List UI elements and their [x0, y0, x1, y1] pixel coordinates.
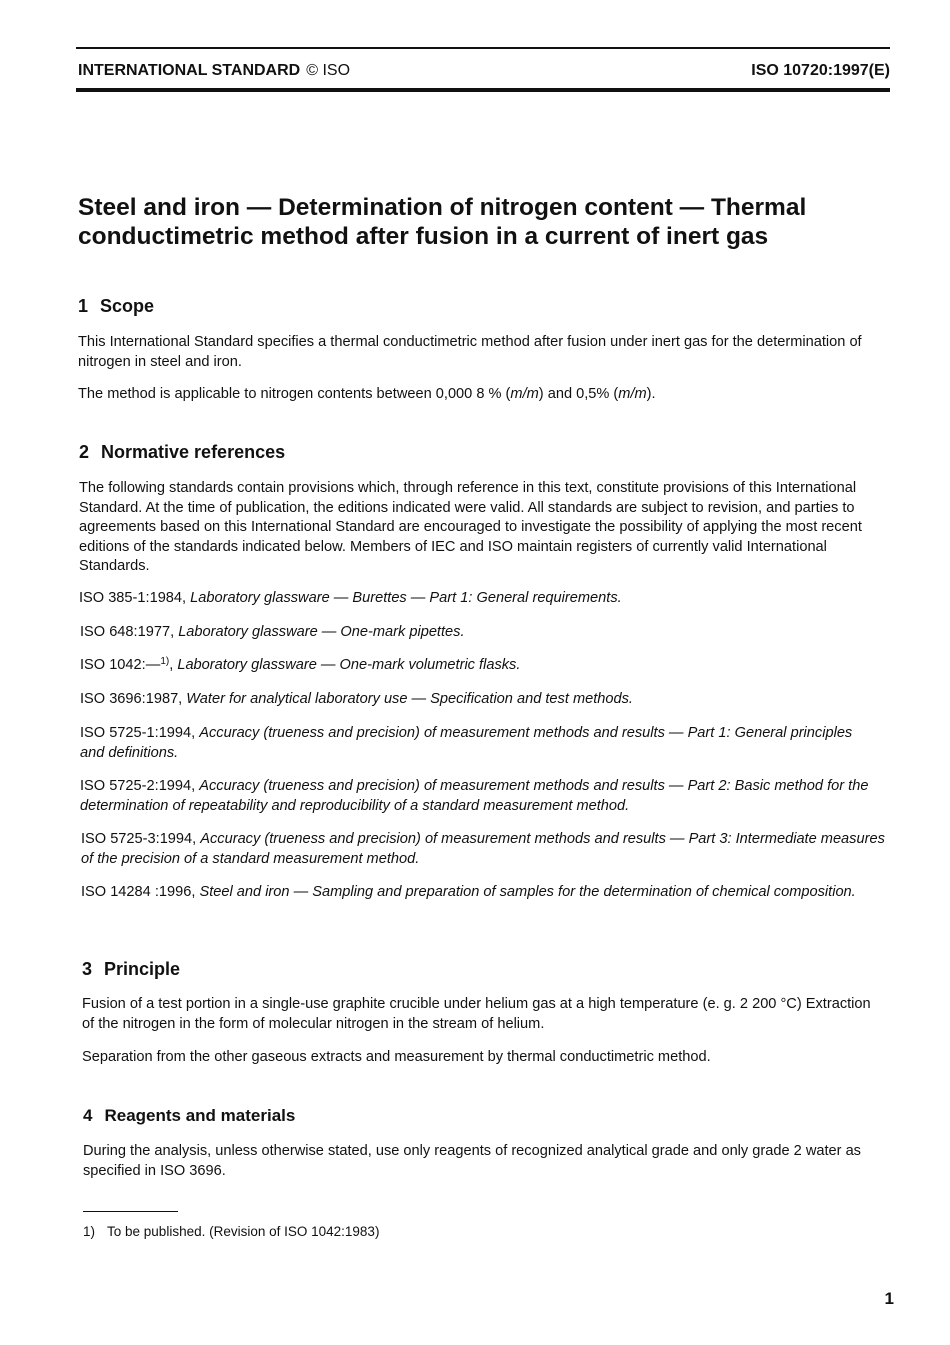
section-number: 4: [83, 1106, 93, 1125]
reference-title: Laboratory glassware — Burettes — Part 1: General requirements.: [190, 590, 622, 606]
reference-code-separator: ,: [169, 657, 178, 673]
header-copyright: © ISO: [306, 62, 351, 79]
page-number: 1: [884, 1289, 894, 1308]
reference-title: Steel and iron — Sampling and preparation of samples for the determination of chemical composition.: [199, 884, 856, 900]
reference-item: [80, 724, 870, 763]
footnote-marker: 1): [160, 656, 170, 667]
principle-paragraph-1: Fusion of a test portion in a single-use graphite crucible under helium gas at a high temperature (e. g. 2 200 °C) Extraction of the nitrogen in the form of molecular nitrogen in the stream of helium.: [82, 996, 871, 1032]
section-title: Normative references: [101, 442, 286, 462]
reference-item: [80, 656, 895, 676]
footnote-separator: [83, 1211, 178, 1212]
reference-title: Accuracy (trueness and precision) of measurement methods and results — Part 1: General principles and definitions.: [80, 725, 853, 761]
normative-intro: The following standards contain provisions which, through reference in this text, constitute provisions of this International Standard. At the time of publication, the editions indicated were valid. All standards are subject to revision, and parties to agreements based on this International Standard are encouraged to investigate the possibility of applying the most recent editions of the standards indicated below. Members of IEC and ISO maintain registers of currently valid International Standards.: [79, 480, 862, 574]
reference-title: Accuracy (trueness and precision) of measurement methods and results — Part 3: Intermediate measures of the precision of a standard measurement method.: [81, 831, 885, 867]
section-title: Scope: [100, 296, 155, 316]
principle-paragraph-2: Separation from the other gaseous extracts and measurement by thermal conductimetric method.: [82, 1049, 711, 1065]
reference-item: [81, 830, 891, 869]
scope-text: ).: [646, 386, 656, 402]
section-number: 2: [79, 442, 90, 462]
reference-title: Accuracy (trueness and precision) of measurement methods and results — Part 2: Basic method for the determination of repeatability and reproducibility of a standard measurement method.: [80, 778, 869, 814]
reference-code: ISO 3696:1987,: [80, 691, 187, 707]
scope-text: The method is applicable to nitrogen contents between 0,000 8 % (: [78, 386, 511, 402]
scope-paragraph-1: This International Standard specifies a thermal conductimetric method after fusion under inert gas for the determination of nitrogen in steel and iron.: [78, 334, 862, 370]
document-title: Steel and iron — Determination of nitrogen content — Thermal conductimetric method after fusion in a current of inert gas: [78, 194, 807, 250]
footnote-number: 1): [83, 1224, 96, 1239]
reference-code: ISO 14284 :1996,: [81, 884, 200, 900]
section-title: Principle: [104, 959, 181, 979]
footnote-text: To be published. (Revision of ISO 1042:1983): [107, 1224, 380, 1239]
reference-title: Water for analytical laboratory use — Specification and test methods.: [186, 691, 633, 707]
reference-code: ISO 648:1977,: [80, 624, 179, 640]
header-rule-bottom: [76, 88, 890, 92]
reference-code: ISO 5725-1:1994,: [80, 725, 200, 741]
reference-item: [81, 883, 871, 903]
reference-item: [80, 623, 895, 643]
reference-code: ISO 385-1:1984,: [79, 590, 191, 606]
section-number: 1: [78, 296, 89, 316]
scope-text: ) and 0,5% (: [538, 386, 619, 402]
reagents-paragraph-1: During the analysis, unless otherwise stated, use only reagents of recognized analytical grade and only grade 2 water as specified in ISO 3696.: [83, 1143, 861, 1179]
reference-item: [80, 690, 895, 710]
header-rule-top: [76, 47, 890, 49]
header-title: INTERNATIONAL STANDARD: [78, 62, 301, 79]
section-title: Reagents and materials: [104, 1106, 296, 1125]
footnote: [83, 1224, 379, 1239]
reference-title: Laboratory glassware — One-mark pipettes.: [178, 624, 465, 640]
header-document-id: ISO 10720:1997(E): [751, 62, 890, 79]
scope-paragraph-2: [78, 385, 893, 405]
reference-item: [79, 589, 894, 609]
reference-code: ISO 1042:—: [80, 657, 161, 673]
reference-title: Laboratory glassware — One-mark volumetric flasks.: [177, 657, 521, 673]
reference-item: [80, 777, 895, 816]
section-heading-scope: [78, 296, 154, 317]
header-standard-label: [78, 62, 350, 80]
section-heading-principle: [82, 959, 180, 980]
section-number: 3: [82, 959, 93, 979]
section-heading-reagents: [83, 1106, 295, 1126]
reference-code: ISO 5725-3:1994,: [81, 831, 201, 847]
unit-italic: m/m: [510, 386, 539, 402]
section-heading-normative-references: [79, 442, 285, 463]
unit-italic: m/m: [618, 386, 647, 402]
reference-code: ISO 5725-2:1994,: [80, 778, 200, 794]
